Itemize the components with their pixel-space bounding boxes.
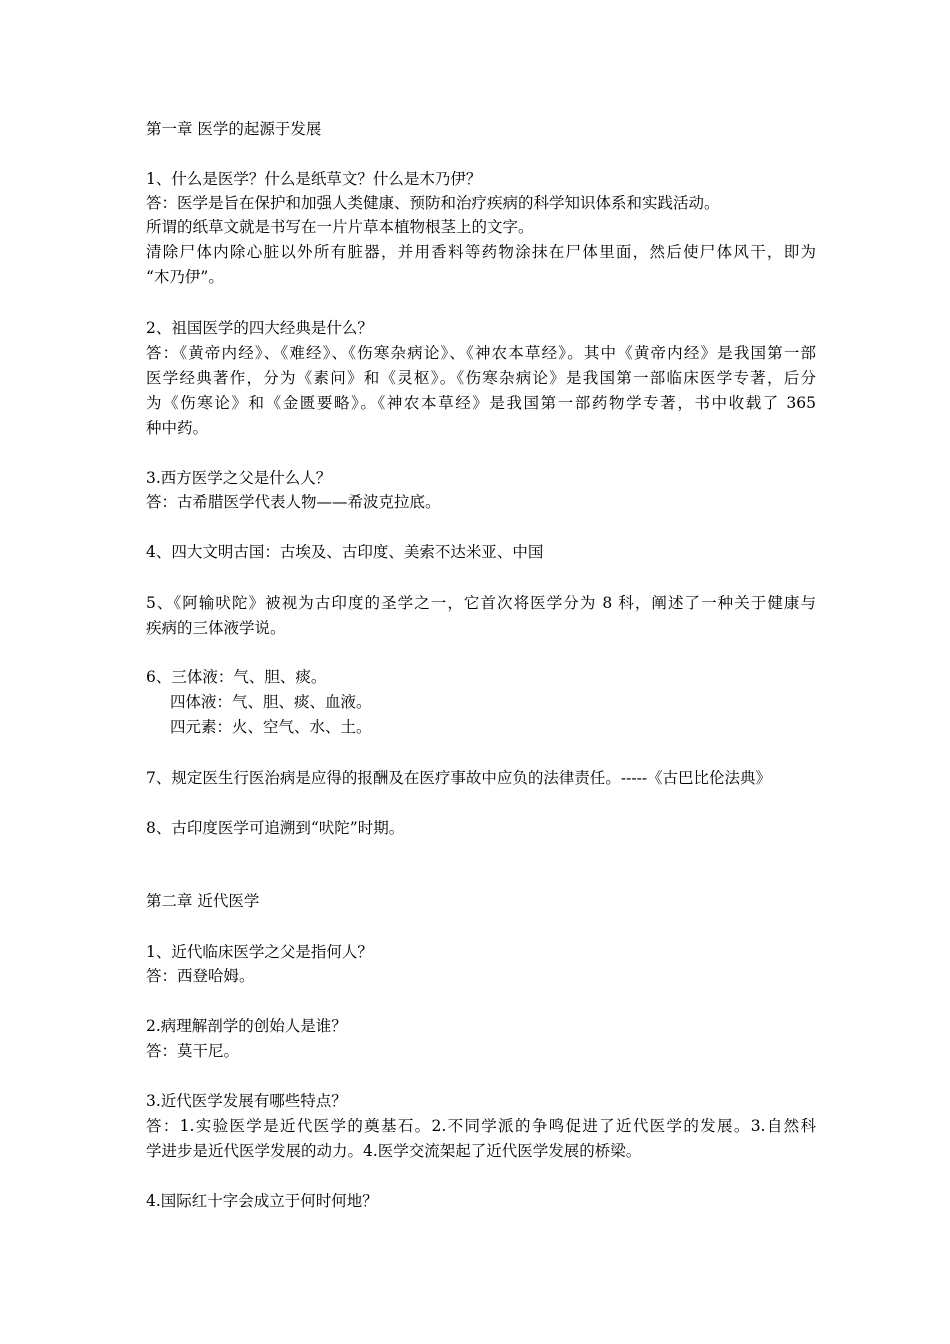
ch2-q1-answer: 答：西登哈姆。 (146, 967, 255, 985)
ch1-q4-statement: 4、四大文明古国：古埃及、古印度、美索不达米亚、中国 (146, 543, 544, 561)
ch1-q2-answer-line1: 答：《黄帝内经》、《难经》、《伤寒杂病论》、《神农本草经》。其中《黄帝内经》是我国第一部 (146, 344, 816, 362)
ch1-q1-answer-mummy-line2: “木乃伊”。 (146, 268, 224, 286)
ch2-q2-question: 2.病理解剖学的创始人是谁？ (146, 1017, 347, 1035)
ch1-q2-question: 2、祖国医学的四大经典是什么？ (146, 319, 373, 337)
ch2-q1-question: 1、近代临床医学之父是指何人？ (146, 943, 373, 961)
ch1-q1-answer-papyrus: 所谓的纸草文就是书写在一片片草本植物根茎上的文字。 (146, 218, 534, 236)
ch1-q2-answer-line3: 为《伤寒论》和《金匮要略》。《神农本草经》是我国第一部药物学专著，书中收载了 365 (146, 394, 816, 412)
ch1-q5-line2: 疾病的三体液学说。 (146, 619, 286, 637)
chapter-2-title: 第二章 近代医学 (146, 892, 260, 910)
ch1-q6-three-humors: 6、三体液：气、胆、痰。 (146, 668, 327, 686)
ch2-q3-answer-line1: 答：1.实验医学是近代医学的奠基石。2.不同学派的争鸣促进了近代医学的发展。3.自然科 (146, 1117, 816, 1135)
ch1-q1-answer-medicine: 答：医学是旨在保护和加强人类健康、预防和治疗疾病的科学知识体系和实践活动。 (146, 194, 720, 212)
ch1-q2-answer-line4: 种中药。 (146, 419, 209, 437)
ch1-q8-statement: 8、古印度医学可追溯到“吠陀”时期。 (146, 819, 405, 837)
ch1-q7-statement: 7、规定医生行医治病是应得的报酬及在医疗事故中应负的法律责任。-----《古巴比伦法典》 (146, 769, 772, 787)
ch1-q1-answer-mummy-line1: 清除尸体内除心脏以外所有脏器，并用香料等药物涂抹在尸体里面，然后使尸体风干，即为 (146, 243, 816, 261)
ch2-q4-question: 4.国际红十字会成立于何时何地？ (146, 1192, 378, 1210)
chapter-1-title: 第一章 医学的起源于发展 (146, 120, 322, 138)
ch1-q3-question: 3.西方医学之父是什么人？ (146, 469, 332, 487)
ch1-q2-answer-line2: 医学经典著作，分为《素问》和《灵枢》。《伤寒杂病论》是我国第一部临床医学专著，后分 (146, 369, 816, 387)
ch1-q5-line1: 5、《阿输吠陀》被视为古印度的圣学之一，它首次将医学分为 8 科，阐述了一种关于健康与 (146, 594, 816, 612)
ch1-q3-answer: 答：古希腊医学代表人物——希波克拉底。 (146, 493, 441, 511)
ch2-q3-answer-line2: 学进步是近代医学发展的动力。4.医学交流架起了近代医学发展的桥梁。 (146, 1142, 642, 1160)
ch2-q3-question: 3.近代医学发展有哪些特点？ (146, 1092, 347, 1110)
ch1-q1-question: 1、什么是医学？什么是纸草文？什么是木乃伊？ (146, 170, 482, 188)
ch2-q2-answer: 答：莫干尼。 (146, 1042, 240, 1060)
ch1-q6-four-humors: 四体液：气、胆、痰、血液。 (170, 693, 372, 711)
ch1-q6-four-elements: 四元素：火、空气、水、土。 (170, 718, 372, 736)
